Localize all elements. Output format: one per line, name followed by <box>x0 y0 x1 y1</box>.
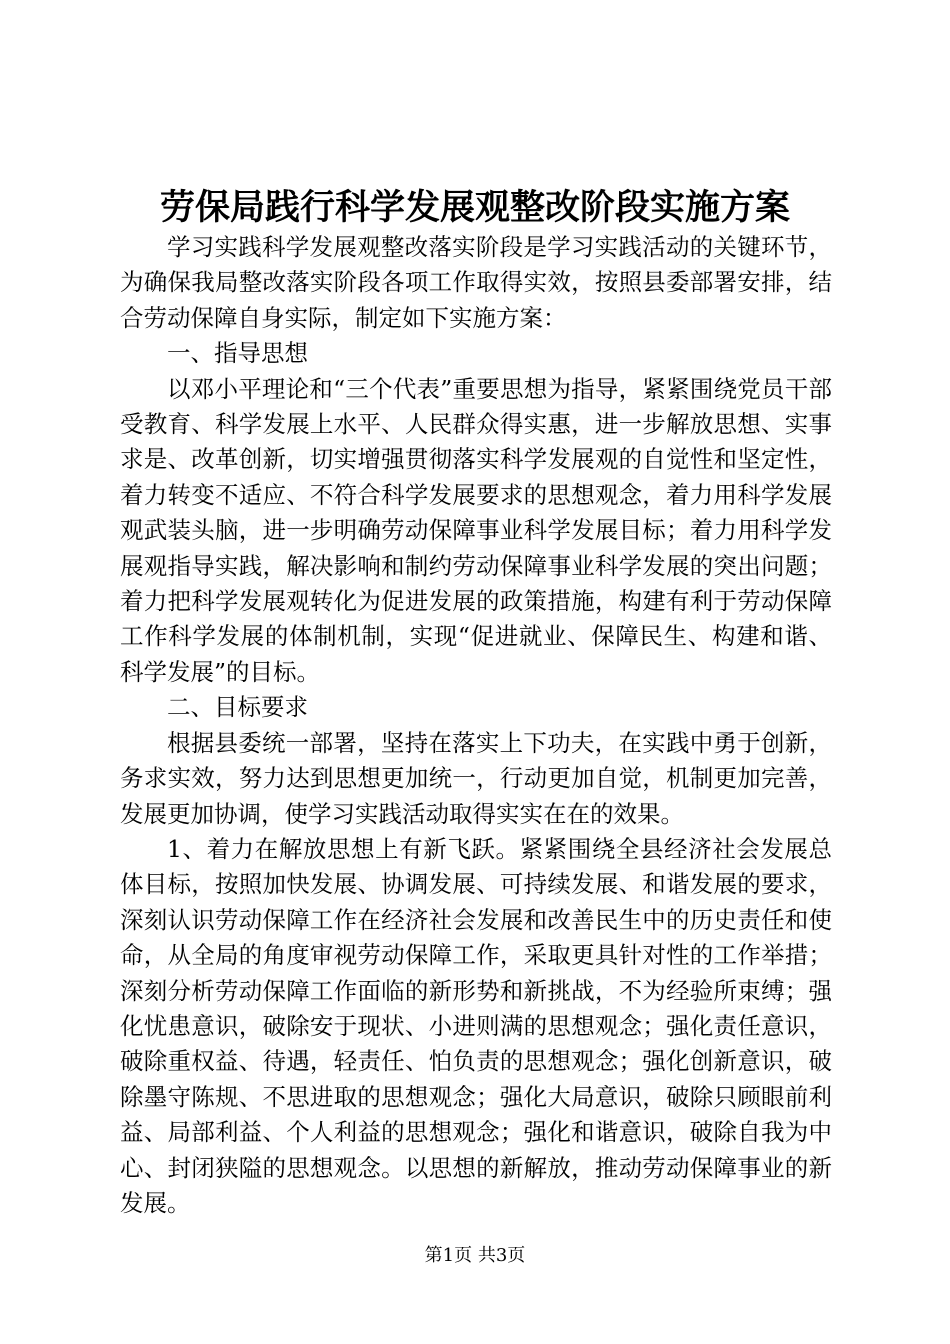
section-heading-objectives: 二、目标要求 <box>167 693 308 722</box>
page-number-footer: 第1页 共3页 <box>424 1245 526 1266</box>
intro-paragraph: 学习实践科学发展观整改落实阶段是学习实践活动的关键环节，为确保我局整改落实阶段各项工作取得实效，按照县委部署安排，结合劳动保障自身实际，制定如下实施方案： <box>120 233 832 332</box>
document-title: 劳保局践行科学发展观整改阶段实施方案 <box>159 187 790 228</box>
section-heading-guiding-ideology: 一、指导思想 <box>167 339 308 368</box>
objectives-paragraph: 根据县委统一部署，坚持在落实上下功夫，在实践中勇于创新，务求实效，努力达到思想更加统一，行动更加自觉，机制更加完善，发展更加协调，使学习实践活动取得实实在在的效果。 <box>120 728 832 828</box>
objective-item-1-paragraph: 1、着力在解放思想上有新飞跃。紧紧围绕全县经济社会发展总体目标，按照加快发展、协调发展、可持续发展、和谐发展的要求，深刻认识劳动保障工作在经济社会发展和改善民生中的历史责任和使命，从全局的角度审视劳动保障工作，采取更具针对性的工作举措；深刻分析劳动保障工作面临的新形势和新挑战，不为经验所束缚；强化忧患意识，破除安于现状、小进则满的思想观念；强化责任意识，破除重权益、待遇，轻责任、怕负责的思想观念；强化创新意识，破除墨守陈规、不思进取的思想观念；强化大局意识，破除只顾眼前利益、局部利益、个人利益的思想观念；强化和谐意识，破除自我为中心、封闭狭隘的思想观念。以思想的新解放，推动劳动保障事业的新发展。 <box>120 834 832 1217</box>
document-body <box>120 230 832 1221</box>
guiding-ideology-paragraph: 以邓小平理论和“三个代表”重要思想为指导，紧紧围绕党员干部受教育、科学发展上水平、人民群众得实惠，进一步解放思想、实事求是、改革创新，切实增强贯彻落实科学发展观的自觉性和坚定性，着力转变不适应、不符合科学发展要求的思想观念，着力用科学发展观武装头脑，进一步明确劳动保障事业科学发展目标；着力用科学发展观指导实践，解决影响和制约劳动保障事业科学发展的突出问题；着力把科学发展观转化为促进发展的政策措施，构建有利于劳动保障工作科学发展的体制机制，实现“促进就业、保障民生、构建和谐、科学发展”的目标。 <box>120 374 832 686</box>
